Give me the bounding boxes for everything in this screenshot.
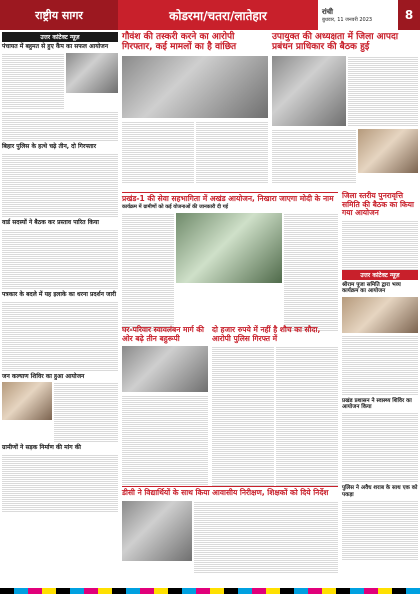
mid-rule xyxy=(122,192,338,193)
left-story1-headline: पंचायत में बहुमत से हुए कैंप का सफल आयोजन xyxy=(2,43,109,50)
bottom-right-headline-3: पुलिस ने अवैध शराब के साथ एक को पकड़ा xyxy=(342,485,418,498)
top-right-story xyxy=(272,32,418,183)
left-story1-text xyxy=(2,53,64,109)
bottom-second-rule xyxy=(122,486,338,487)
bottom-left-headline: घर-परिवार स्वावलंबन मार्ग की ओर बढ़े तीन बहुरूपी xyxy=(122,325,204,343)
top-right-text-a xyxy=(348,56,418,126)
top-right-text-b xyxy=(272,129,356,183)
top-right-headline: उपायुक्त की अध्यक्षता में जिला आपदा प्रबंधन प्राधिकार की बैठक हुई xyxy=(272,32,399,53)
brand-logo: राष्ट्रीय सागर xyxy=(0,0,118,30)
bottom-right-text-3 xyxy=(342,500,418,560)
mid-headline: प्रखंड-1 की सेवा सहभागिता में अखंड आयोजन, निखारा जाएगा मोदी के नाम xyxy=(122,194,334,203)
mid-text-a xyxy=(122,213,174,331)
bottom-right-text-1 xyxy=(342,335,418,395)
top-left-text-a xyxy=(122,121,194,183)
right-mid-headline: जिला स्तरीय पुनरावृत्ति समिति की बैठक का किया गया आयोजन xyxy=(342,191,414,218)
left-story6-text xyxy=(2,454,118,512)
left-story2-text xyxy=(2,153,118,217)
bottom-right-photo xyxy=(342,297,418,333)
bottom-left-story xyxy=(122,326,208,485)
bottom-right-column xyxy=(342,270,418,560)
right-section-band: उत्तर कांटेक्ट न्यूज़ xyxy=(342,270,418,280)
mid-story xyxy=(122,192,338,331)
bottom-right-text-2 xyxy=(342,412,418,482)
left-story1-text-2 xyxy=(2,111,118,141)
bottom-second-headline: डीसी ने विद्यार्थियों के साथ किया आवासीय निरीक्षण, शिक्षकों को दिये निर्देश xyxy=(122,488,329,497)
bottom-second-story xyxy=(122,486,338,573)
left-story2-headline: बिहार पुलिस के हत्थे चढ़े तीन, दो गिरफ्तार xyxy=(2,142,97,150)
date-box xyxy=(318,0,398,30)
bottom-second-text xyxy=(194,501,338,573)
left-story6-headline: ग्रामीणों ने सड़क निर्माण की मांग की xyxy=(2,444,81,452)
section-title: कोडरमा/चतरा/लातेहार xyxy=(169,8,267,23)
bottom-right-headline-1: श्रीराम पूजा समिति द्वारा भव्य कार्यक्रम का आयोजन xyxy=(342,282,401,295)
city-label: रांची xyxy=(322,7,333,16)
mid-photo xyxy=(176,213,282,283)
mid-subheadline: कार्यक्रम में ग्रामीणों को कई योजनाओं की जानकारी दी गई xyxy=(122,203,228,210)
left-story4-text xyxy=(2,301,118,371)
left-column xyxy=(2,32,118,592)
bottom-mid-text-b xyxy=(276,346,338,486)
bottom-left-text xyxy=(122,395,208,485)
date-label: बुधवार, 11 जनवरी 2023 xyxy=(322,16,373,23)
left-section-band: उत्तर कांटेक्ट न्यूज़ xyxy=(2,32,118,42)
masthead xyxy=(0,0,420,30)
page-number: 8 xyxy=(398,0,420,30)
left-story4-headline: पत्रकार के बदले में यह इलाके का धरना प्रदर्शन जारी xyxy=(2,290,117,298)
top-left-headline: गौवंश की तस्करी करने का आरोपी गिरफ्तार, कई मामलों का है वांछित xyxy=(122,32,237,53)
bottom-second-photo xyxy=(122,501,192,561)
bottom-mid-headline: दो हजार रुपये में नहीं है शौच का सौदा, आरोपी पुलिस गिरफ्त में xyxy=(212,325,321,343)
left-story3-text xyxy=(2,229,118,289)
bottom-mid-story xyxy=(212,326,338,486)
left-story1-photo xyxy=(66,53,118,93)
top-right-photo xyxy=(272,56,346,126)
bottom-right-headline-2: प्रखंड प्रशासन ने स्वास्थ्य शिविर का आयोजन किया xyxy=(342,397,412,410)
mid-text-b xyxy=(284,213,338,331)
left-story5-photo xyxy=(2,382,52,420)
left-story5-headline: जन कल्याण शिविर का हुआ आयोजन xyxy=(2,372,85,380)
color-strip xyxy=(0,588,420,594)
top-left-story xyxy=(122,32,268,183)
top-left-text-b xyxy=(196,121,268,183)
left-story5-text xyxy=(54,382,118,442)
bottom-mid-text-a xyxy=(212,346,274,486)
top-left-photo xyxy=(122,56,268,118)
right-mid-story xyxy=(342,192,418,278)
bottom-left-photo xyxy=(122,346,208,392)
left-story3-headline: वार्ड सदस्यों ने बैठक कर प्रस्ताव पारित किया xyxy=(2,218,99,226)
top-right-photo-2 xyxy=(358,129,418,173)
